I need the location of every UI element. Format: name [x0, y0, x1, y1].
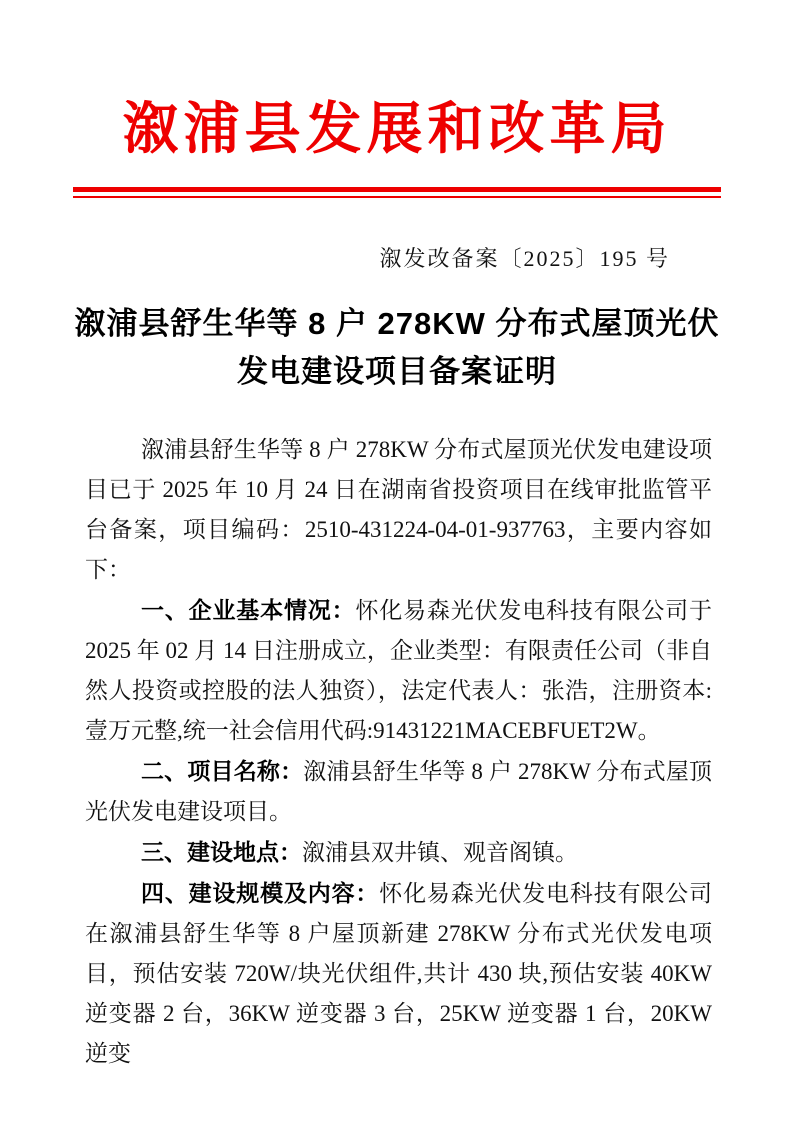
section-1-text: 怀化易森光伏发电科技有限公司于 2025 年 02 月 14 日注册成立，企业类型：有限责任公司（非自然人投资或控股的法人独资），法定代表人：张浩，注册资本:壹万元整,统一社会信用代码:91431221MACEBFUET2W。 [85, 598, 713, 743]
paragraph-section-3 [85, 832, 712, 873]
org-name-title: 溆浦县发展和改革局 [122, 99, 672, 161]
paragraph-section-2 [85, 751, 712, 832]
divider-thin-line [73, 196, 721, 198]
section-2-text: 溆浦县舒生华等 8 户 278KW 分布式屋顶光伏发电建设项目。 [85, 759, 713, 824]
section-4-heading: 四、建设规模及内容： [141, 880, 380, 906]
document-title [60, 300, 734, 396]
letterhead-divider [73, 187, 721, 198]
section-2-heading: 二、项目名称： [141, 758, 304, 784]
letterhead [0, 0, 794, 198]
section-3-heading: 三、建设地点： [141, 839, 302, 865]
document-number: 溆发改备案〔2025〕195 号 [379, 246, 670, 271]
section-4-text: 怀化易森光伏发电科技有限公司在溆浦县舒生华等 8 户屋顶新建 278KW 分布式光伏发电项目，预估安装 720W/块光伏组件,共计 430 块,预估安装 40KW 逆变器 2 台，36KW 逆变器 3 台，25KW 逆变器 1 台，20KW 逆变 [85, 881, 713, 1066]
document-title-line1: 溆浦县舒生华等 8 户 278KW 分布式屋顶光伏 [74, 306, 720, 341]
paragraph-section-4 [85, 873, 712, 1074]
document-body [85, 429, 712, 1074]
paragraph-intro-text: 溆浦县舒生华等 8 户 278KW 分布式屋顶光伏发电建设项目已于 2025 年 10 月 24 日在湖南省投资项目在线审批监管平台备案，项目编码：2510-431224-04-01-937763，主要内容如下： [85, 437, 712, 582]
section-3-text: 溆浦县双井镇、观音阁镇。 [302, 840, 578, 865]
divider-thick-line [73, 187, 721, 192]
paragraph-intro [85, 429, 712, 590]
document-title-line2: 发电建设项目备案证明 [237, 354, 557, 389]
section-1-heading: 一、企业基本情况： [141, 597, 356, 623]
paragraph-section-1 [85, 590, 712, 751]
